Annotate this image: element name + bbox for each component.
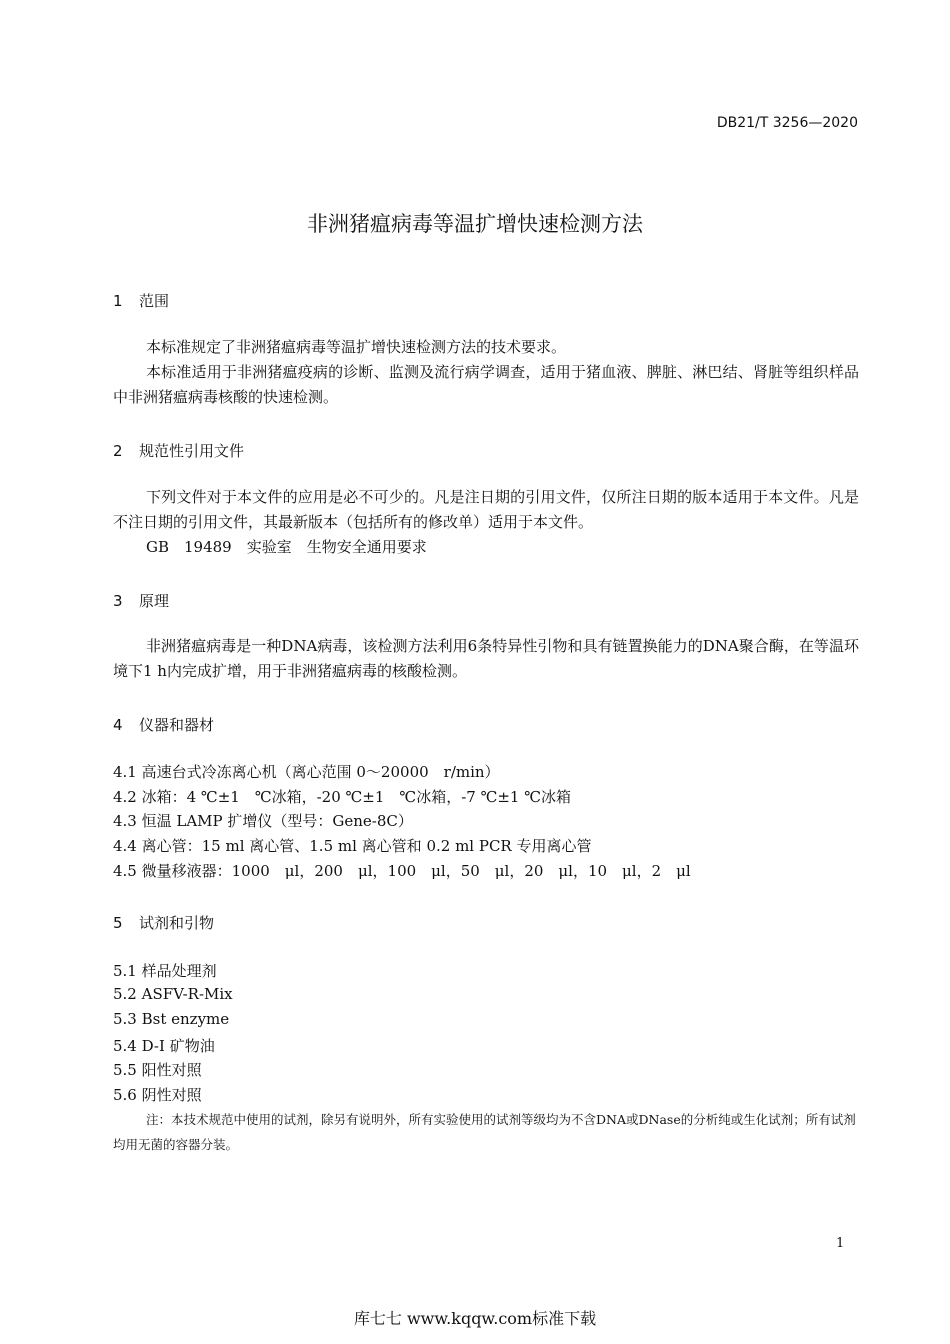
instrument-item-4-3: 4.3 恒温 LAMP 扩增仪（型号：Gene-8C） [113,812,413,830]
scope-paragraph-1: 本标准规定了非洲猪瘟病毒等温扩增快速检测方法的技术要求。 [146,338,567,356]
reagent-item-5-1: 5.1 样品处理剂 [113,962,217,980]
section-1-heading [113,290,169,311]
reagent-item-5-5: 5.5 阳性对照 [113,1061,202,1079]
section-title: 试剂和引物 [139,914,215,932]
section-2-heading [113,440,244,461]
section-title: 仪器和器材 [139,716,215,734]
document-title: 非洲猪瘟病毒等温扩增快速检测方法 [307,212,643,236]
scope-paragraph-2: 本标准适用于非洲猪瘟疫病的诊断、监测及流行病学调查，适用于猪血液、脾脏、淋巴结、肾脏等组织样品中非洲猪瘟病毒核酸的快速检测。 [113,363,859,406]
section-number: 4 [113,716,123,734]
reagent-note: 注：本技术规范中使用的试剂，除另有说明外，所有实验使用的试剂等级均为不含DNA或DNase的分析纯或生化试剂；所有试剂均用无菌的容器分装。 [113,1112,856,1152]
instrument-item-4-4: 4.4 离心管：15 ml 离心管、1.5 ml 离心管和 0.2 ml PCR 专用离心管 [113,837,592,855]
section-number: 5 [113,914,123,932]
reagent-item-5-4: 5.4 D-I 矿物油 [113,1037,215,1055]
instrument-item-4-1: 4.1 高速台式冷冻离心机（离心范围 0～20000 r/min） [113,763,500,781]
reagent-item-5-2: 5.2 ASFV-R-Mix [113,985,233,1003]
references-paragraph-2: GB 19489 实验室 生物安全通用要求 [146,538,427,556]
section-title: 范围 [139,292,170,310]
references-paragraph-1: 下列文件对于本文件的应用是必不可少的。凡是注日期的引用文件，仅所注日期的版本适用于本文件。凡是不注日期的引用文件，其最新版本（包括所有的修改单）适用于本文件。 [113,488,859,531]
footer-watermark: 库七七 www.kqqw.com标准下载 [353,1309,597,1328]
section-4-heading [113,714,214,735]
section-title: 原理 [139,592,170,610]
section-title: 规范性引用文件 [139,442,245,460]
instrument-item-4-2: 4.2 冰箱：4 ℃±1 ℃冰箱，-20 ℃±1 ℃冰箱，-7 ℃±1 ℃冰箱 [113,788,572,806]
reagent-item-5-6: 5.6 阴性对照 [113,1086,202,1104]
document-code: DB21/T 3256—2020 [716,115,858,131]
principle-paragraph-1: 非洲猪瘟病毒是一种DNA病毒，该检测方法利用6条特异性引物和具有链置换能力的DNA聚合酶，在等温环境下1 h内完成扩增，用于非洲猪瘟病毒的核酸检测。 [113,637,859,680]
instrument-item-4-5: 4.5 微量移液器：1000 μl，200 μl，100 μl，50 μl，20 μl，10 μl，2 μl [113,862,691,880]
section-number: 2 [113,442,123,460]
section-number: 3 [113,592,123,610]
reagent-item-5-3: 5.3 Bst enzyme [113,1010,230,1028]
section-3-heading [113,590,169,611]
section-number: 1 [113,292,123,310]
section-5-heading [113,912,214,933]
page-number: 1 [836,1236,845,1251]
